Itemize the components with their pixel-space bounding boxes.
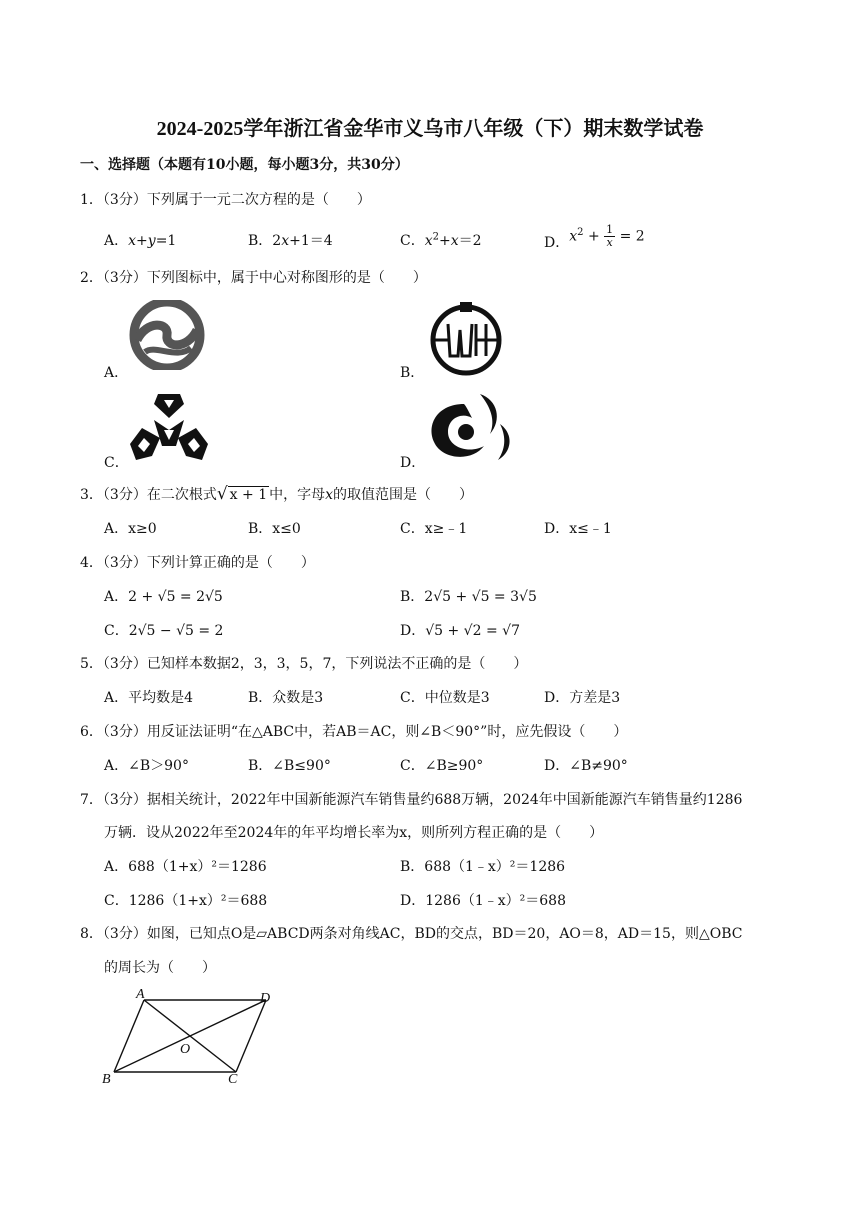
q1-option-c: C．$x^2+x=2$ xyxy=(400,231,482,249)
question-3-stem: 3．（3分）在二次根式√ x + 1 中，字母x的取值范围是（ ） xyxy=(80,484,474,504)
question-7-stem-line2: 万辆．设从2022年至2024年的年平均增长率为x，则所列方程正确的是（ ） xyxy=(104,825,604,841)
q6-option-a: A．∠B＞90° xyxy=(104,758,189,774)
q2-option-d-label: D． xyxy=(400,455,426,471)
parallelogram-figure xyxy=(98,986,282,1088)
q4-option-a: A．2 + √5 = 2√5 xyxy=(104,589,223,605)
circle-wh-logo-icon xyxy=(424,300,508,376)
q3-option-d: D．x≤﹣1 xyxy=(544,521,612,537)
q3-option-a: A．x≥0 xyxy=(104,521,157,537)
triangle-knot-logo-icon xyxy=(124,390,214,466)
crescent-swirl-logo-icon xyxy=(424,390,516,466)
q6-option-c: C．∠B≥90° xyxy=(400,758,484,774)
question-5-stem: 5．（3分）已知样本数据2，3，3，5，7，下列说法不正确的是（ ） xyxy=(80,656,528,672)
q7-option-d: D．1286（1﹣x）²＝688 xyxy=(400,893,566,909)
question-2-stem: 2．（3分）下列图标中，属于中心对称图形的是（ ） xyxy=(80,270,427,286)
q1-option-a: A．x+y=1 xyxy=(104,233,177,249)
intersection-label-o: O xyxy=(180,1042,191,1057)
edge-dc xyxy=(236,1000,266,1072)
diagonal-bd xyxy=(114,1000,266,1072)
vertex-label-c: C xyxy=(228,1072,238,1087)
question-4-stem: 4．（3分）下列计算正确的是（ ） xyxy=(80,555,315,571)
q7-option-b: B．688（1﹣x）²＝1286 xyxy=(400,859,566,875)
q5-option-d: D．方差是3 xyxy=(544,690,621,706)
q5-option-a: A．平均数是4 xyxy=(104,690,194,706)
q2-option-a-label: A． xyxy=(104,365,129,381)
q6-option-b: B．∠B≤90° xyxy=(248,758,331,774)
q7-option-a: A．688（1+x）²＝1286 xyxy=(104,859,267,875)
page-title: 2024-2025学年浙江省金华市义乌市八年级（下）期末数学试卷 xyxy=(156,118,704,140)
question-8-stem-line1: 8．（3分）如图，已知点O是▱ABCD两条对角线AC，BD的交点，BD＝20，AO＝8，AD＝15，则△OBC xyxy=(80,926,743,942)
section-heading: 一、选择题（本题有10小题，每小题3分，共30分） xyxy=(80,157,409,173)
q4-option-c: C．2√5 − √5 = 2 xyxy=(104,623,224,639)
question-8-stem-line2: 的周长为（ ） xyxy=(104,960,216,976)
q1-option-b: B．2x+1＝4 xyxy=(248,233,333,249)
question-6-stem: 6．（3分）用反证法证明“在△ABC中，若AB＝AC，则∠B＜90°”时，应先假设（ ） xyxy=(80,724,628,740)
vertex-label-a: A xyxy=(136,987,145,1002)
q4-option-d: D．√5 + √2 = √7 xyxy=(400,623,520,639)
q7-option-c: C．1286（1+x）²＝688 xyxy=(104,893,268,909)
question-7-stem-line1: 7．（3分）据相关统计，2022年中国新能源汽车销售量约688万辆，2024年中国新能源汽车销售量约1286 xyxy=(80,792,743,808)
q2-option-c-label: C． xyxy=(104,455,129,471)
q2-option-b-label: B． xyxy=(400,365,425,381)
vertex-label-b: B xyxy=(102,1072,111,1087)
q3-option-c: C．x≥﹣1 xyxy=(400,521,468,537)
q3-option-b: B．x≤0 xyxy=(248,521,301,537)
q4-option-b: B．2√5 + √5 = 3√5 xyxy=(400,589,537,605)
q1-option-d: D．$x^2$ + $\frac{1}{x}$ = 2 xyxy=(544,223,645,251)
q5-option-c: C．中位数是3 xyxy=(400,690,490,706)
vertex-label-d: D xyxy=(260,991,271,1006)
question-1-stem: 1．（3分）下列属于一元二次方程的是（ ） xyxy=(80,192,371,208)
circular-swirl-logo-icon xyxy=(125,300,209,370)
edge-ab xyxy=(114,1000,144,1072)
q5-option-b: B．众数是3 xyxy=(248,690,324,706)
q6-option-d: D．∠B≠90° xyxy=(544,758,628,774)
radical-expression: √ x + 1 xyxy=(216,484,268,504)
